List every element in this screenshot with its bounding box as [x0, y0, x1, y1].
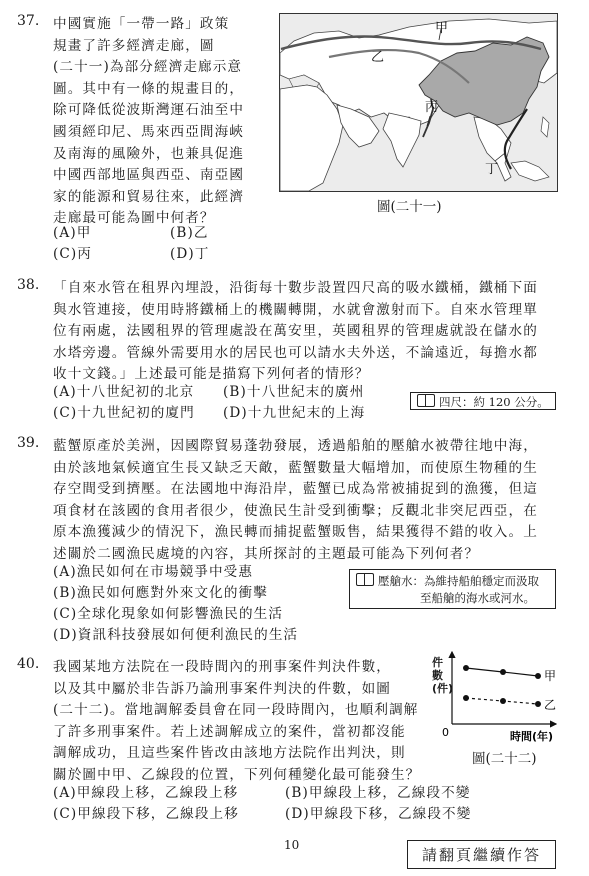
book-icon	[356, 573, 374, 586]
q40-line-6: 關於圖中甲、乙線段的位置，下列何種變化最可能發生？	[53, 766, 421, 783]
q40-line-3: (二十二)。當地調解委員會在同一段時間內，也順利調解	[53, 702, 419, 719]
q40-option-d[interactable]: (D)甲線段下移，乙線段不變	[285, 806, 472, 822]
line-jia-point	[463, 665, 469, 671]
q37-line-5: 除可降低從波斯灣運石油至中	[53, 102, 245, 119]
case-count-chart	[428, 648, 568, 744]
q38-line-5: 收十文錢。」上述最可能是描寫下列何者的情形？	[53, 366, 370, 383]
q40-stem	[53, 655, 420, 785]
map-caption: 圖(二十一)	[377, 199, 442, 215]
q38-option-a[interactable]: (A)十八世紀初的北京	[53, 384, 195, 400]
q39-stem	[53, 434, 538, 564]
q39-option-c[interactable]: (C)全球化現象如何影響漁民的生活	[53, 606, 284, 622]
q40-option-c[interactable]: (C)甲線段下移，乙線段上移	[53, 806, 239, 822]
line-yi-point	[535, 701, 541, 707]
q40-number: 40.	[17, 656, 40, 672]
q37-option-d[interactable]: (D)丁	[170, 246, 210, 262]
q37-line-4: 圖。其中有一條的規畫目的，	[53, 80, 245, 97]
origin-label: 0	[442, 726, 449, 739]
q37-stem	[53, 12, 244, 228]
line-jia-point	[535, 673, 541, 679]
q37-line-10: 走廊最可能為圖中何者？	[53, 210, 215, 227]
q37-option-c[interactable]: (C)丙	[53, 246, 93, 262]
q38-number: 38.	[17, 277, 40, 293]
q39-line-3: 存空間受到擠壓。在法國地中海沿岸，藍蟹已成為常被捕捉到的漁獲，但這	[53, 481, 538, 498]
chart-caption: 圖(二十二)	[472, 751, 537, 767]
line-jia-label: 甲	[544, 669, 557, 683]
q39-option-d[interactable]: (D)資訊科技發展如何便利漁民的生活	[53, 627, 299, 643]
line-jia-point	[500, 669, 506, 675]
q39-line-6: 述關於二國漁民處境的內容，其所探討的主題最可能為下列何者？	[53, 545, 480, 562]
q38-stem	[53, 276, 538, 384]
q37-line-3: (二十一)為部分經濟走廊示意	[53, 59, 243, 76]
q39-line-2: 由於該地氣候適宜生長又缺乏天敵，藍蟹數量大幅增加，而使原生物種的生	[53, 459, 538, 476]
x-axis-label: 時間(年)	[510, 730, 554, 743]
q40-line-4: 了許多刑事案件。若上述調解成立的案件，當初都沒能	[53, 723, 406, 740]
q40-line-1: 我國某地方法院在一段時間內的刑事案件判決件數，	[53, 659, 391, 675]
q38-line-4: 水塔旁邊。管線外需要用水的居民也可以請水夫外送，不論遠近，每擔水都	[53, 344, 538, 361]
q39-line-4: 項食材在該國的食用者很少，使漁民生計受到衝擊；反觀北非突尼西亞，在	[53, 502, 538, 519]
q38-line-1: 「自來水管在租界內埋設，沿街每十數步設置四尺高的吸水鐵桶，鐵桶下面	[53, 280, 538, 296]
economic-corridor-map	[279, 13, 558, 192]
page-number: 10	[284, 838, 300, 852]
q37-number: 37.	[17, 13, 40, 29]
q39-line-1: 藍蟹原產於美洲，因國際貿易蓬勃發展，透過船舶的壓艙水被帶往地中海，	[53, 438, 538, 454]
line-yi-point	[463, 695, 469, 701]
line-yi-point	[500, 698, 506, 704]
q38-line-2: 與水管連接，使用時將鐵桶上的機關轉開，水就會激射而下。自來水管理單	[53, 301, 538, 318]
book-icon	[417, 394, 435, 407]
q37-line-9: 家的能源和貿易往來，此經濟	[53, 188, 245, 205]
y-axis-label: 件數(件)	[432, 656, 454, 695]
q39-note-box	[349, 569, 556, 609]
q39-note-line-1: 壓艙水：為維持船舶穩定而汲取	[378, 574, 539, 588]
q39-number: 39.	[17, 435, 40, 451]
q38-option-d[interactable]: (D)十九世紀末的上海	[223, 405, 366, 421]
q40-option-b[interactable]: (B)甲線段上移，乙線段不變	[285, 785, 471, 801]
q37-line-2: 規畫了許多經濟走廊，圖	[53, 37, 215, 54]
q38-note-text: 四尺：約 120 公分。	[439, 395, 549, 409]
q37-line-7: 及南海的風險外，也兼具促進	[53, 145, 245, 162]
q39-option-a[interactable]: (A)漁民如何在市場競爭中受惠	[53, 564, 254, 580]
q38-option-b[interactable]: (B)十八世紀末的廣州	[223, 384, 365, 400]
map-label-yi: 乙	[371, 50, 385, 65]
q39-option-b[interactable]: (B)漁民如何應對外來文化的衝擊	[53, 585, 268, 601]
q40-line-5: 調解成功，且這些案件皆改由該地方法院作出判決，則	[53, 745, 406, 762]
q40-option-a[interactable]: (A)甲線段上移，乙線段上移	[53, 785, 239, 801]
q39-line-5: 原本漁獲減少的情況下，漁民轉而捕捉藍蟹販售，結果獲得不錯的收入。上	[53, 524, 538, 541]
q37-option-b[interactable]: (B)乙	[170, 225, 209, 241]
q37-line-8: 中國西部地區與西亞、南亞國	[53, 167, 245, 184]
map-label-jia: 甲	[435, 21, 449, 36]
q37-option-a[interactable]: (A)甲	[53, 225, 92, 241]
line-yi-label: 乙	[544, 698, 557, 712]
q38-option-c[interactable]: (C)十九世紀初的廈門	[53, 405, 195, 421]
turn-page-box: 請翻頁繼續作答	[407, 840, 556, 869]
q37-line-1: 中國實施「一帶一路」政策	[53, 16, 230, 32]
q37-line-6: 國須經印尼、馬來西亞間海峽	[53, 123, 245, 140]
q40-line-2: 以及其中屬於非告訴乃論刑事案件判決的件數，如圖	[53, 680, 391, 697]
q39-note-line-2: 至船艙的海水或河水。	[420, 591, 535, 605]
map-label-bing: 丙	[425, 100, 439, 115]
q38-note-box	[410, 392, 556, 410]
map-label-ding: 丁	[485, 162, 499, 177]
q38-line-3: 位有兩處，法國租界的管理處設在萬安里，英國租界的管理處就設在儲水的	[53, 323, 538, 340]
